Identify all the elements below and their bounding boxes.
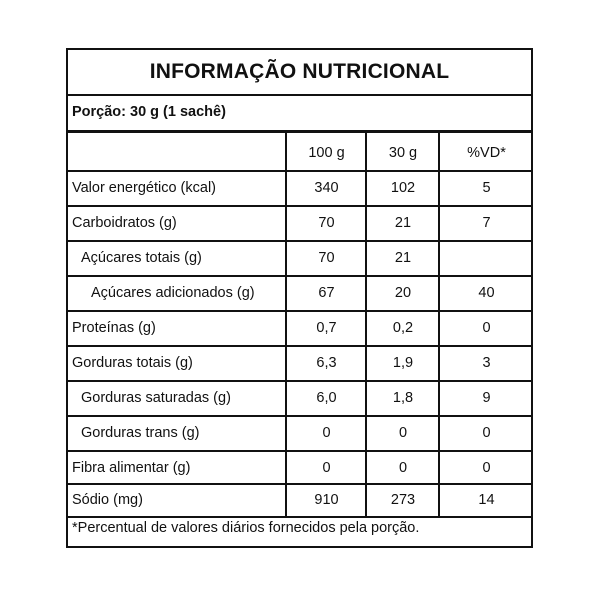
portion-divider	[68, 130, 531, 133]
daily-value-percent: 7	[482, 215, 491, 231]
nutrient-name: Gorduras trans (g)	[81, 425, 200, 441]
nutrient-name: Açúcares totais (g)	[81, 250, 202, 266]
value-per-portion: 1,8	[392, 390, 414, 406]
value-per-portion: 0,2	[392, 320, 414, 336]
value-per-100g: 910	[314, 492, 339, 508]
value-per-portion: 0	[398, 460, 408, 476]
value-per-portion: 21	[394, 250, 412, 266]
value-per-100g: 340	[314, 180, 339, 196]
table-row	[68, 381, 531, 415]
value-per-100g: 6,3	[316, 355, 337, 371]
daily-value-percent: 40	[478, 285, 495, 301]
value-per-portion: 20	[394, 285, 412, 301]
daily-value-percent: 14	[478, 492, 495, 508]
column-header-100g: 100 g	[308, 145, 345, 161]
table-row	[68, 483, 531, 517]
value-per-100g: 70	[318, 250, 335, 266]
table-row	[68, 346, 531, 380]
value-per-100g: 0	[322, 460, 331, 476]
nutrient-name: Gorduras saturadas (g)	[81, 390, 231, 406]
column-header-30g: 30 g	[388, 145, 418, 161]
value-per-100g: 0	[322, 425, 331, 441]
daily-value-percent: 3	[482, 355, 491, 371]
nutrient-name: Proteínas (g)	[72, 320, 156, 336]
daily-value-percent: 9	[482, 390, 491, 406]
nutrient-name: Valor energético (kcal)	[72, 180, 216, 196]
table-row	[68, 451, 531, 485]
table-row	[68, 206, 531, 240]
nutrition-facts-label	[66, 48, 533, 548]
value-per-portion: 21	[394, 215, 412, 231]
value-per-100g: 67	[318, 285, 335, 301]
value-per-100g: 6,0	[316, 390, 337, 406]
daily-value-percent: 0	[482, 425, 491, 441]
column-header-row	[68, 136, 531, 170]
value-per-portion: 0	[398, 425, 408, 441]
table-row	[68, 171, 531, 205]
value-per-portion: 102	[390, 180, 416, 196]
footnote-divider	[68, 516, 531, 518]
daily-value-percent	[440, 241, 533, 275]
nutrient-name: Fibra alimentar (g)	[72, 460, 191, 476]
nutrient-name: Sódio (mg)	[72, 492, 143, 508]
table-row	[68, 416, 531, 450]
portion-size: Porção: 30 g (1 sachê)	[72, 104, 226, 120]
daily-value-percent: 0	[482, 320, 491, 336]
table-row	[68, 241, 531, 275]
footnote: *Percentual de valores diários fornecidos pela porção.	[72, 520, 420, 536]
title-divider	[68, 94, 531, 96]
daily-value-percent: 0	[482, 460, 491, 476]
nutrient-name: Carboidratos (g)	[72, 215, 177, 231]
column-header-vd: %VD*	[467, 145, 506, 161]
value-per-portion: 273	[390, 492, 416, 508]
table-row	[68, 276, 531, 310]
table-row	[68, 311, 531, 345]
value-per-100g: 70	[318, 215, 335, 231]
nutrient-name: Gorduras totais (g)	[72, 355, 193, 371]
value-per-100g: 0,7	[316, 320, 337, 336]
nutrient-name: Açúcares adicionados (g)	[91, 285, 255, 301]
daily-value-percent: 5	[482, 180, 491, 196]
label-title: INFORMAÇÃO NUTRICIONAL	[149, 60, 450, 83]
value-per-portion: 1,9	[392, 355, 414, 371]
